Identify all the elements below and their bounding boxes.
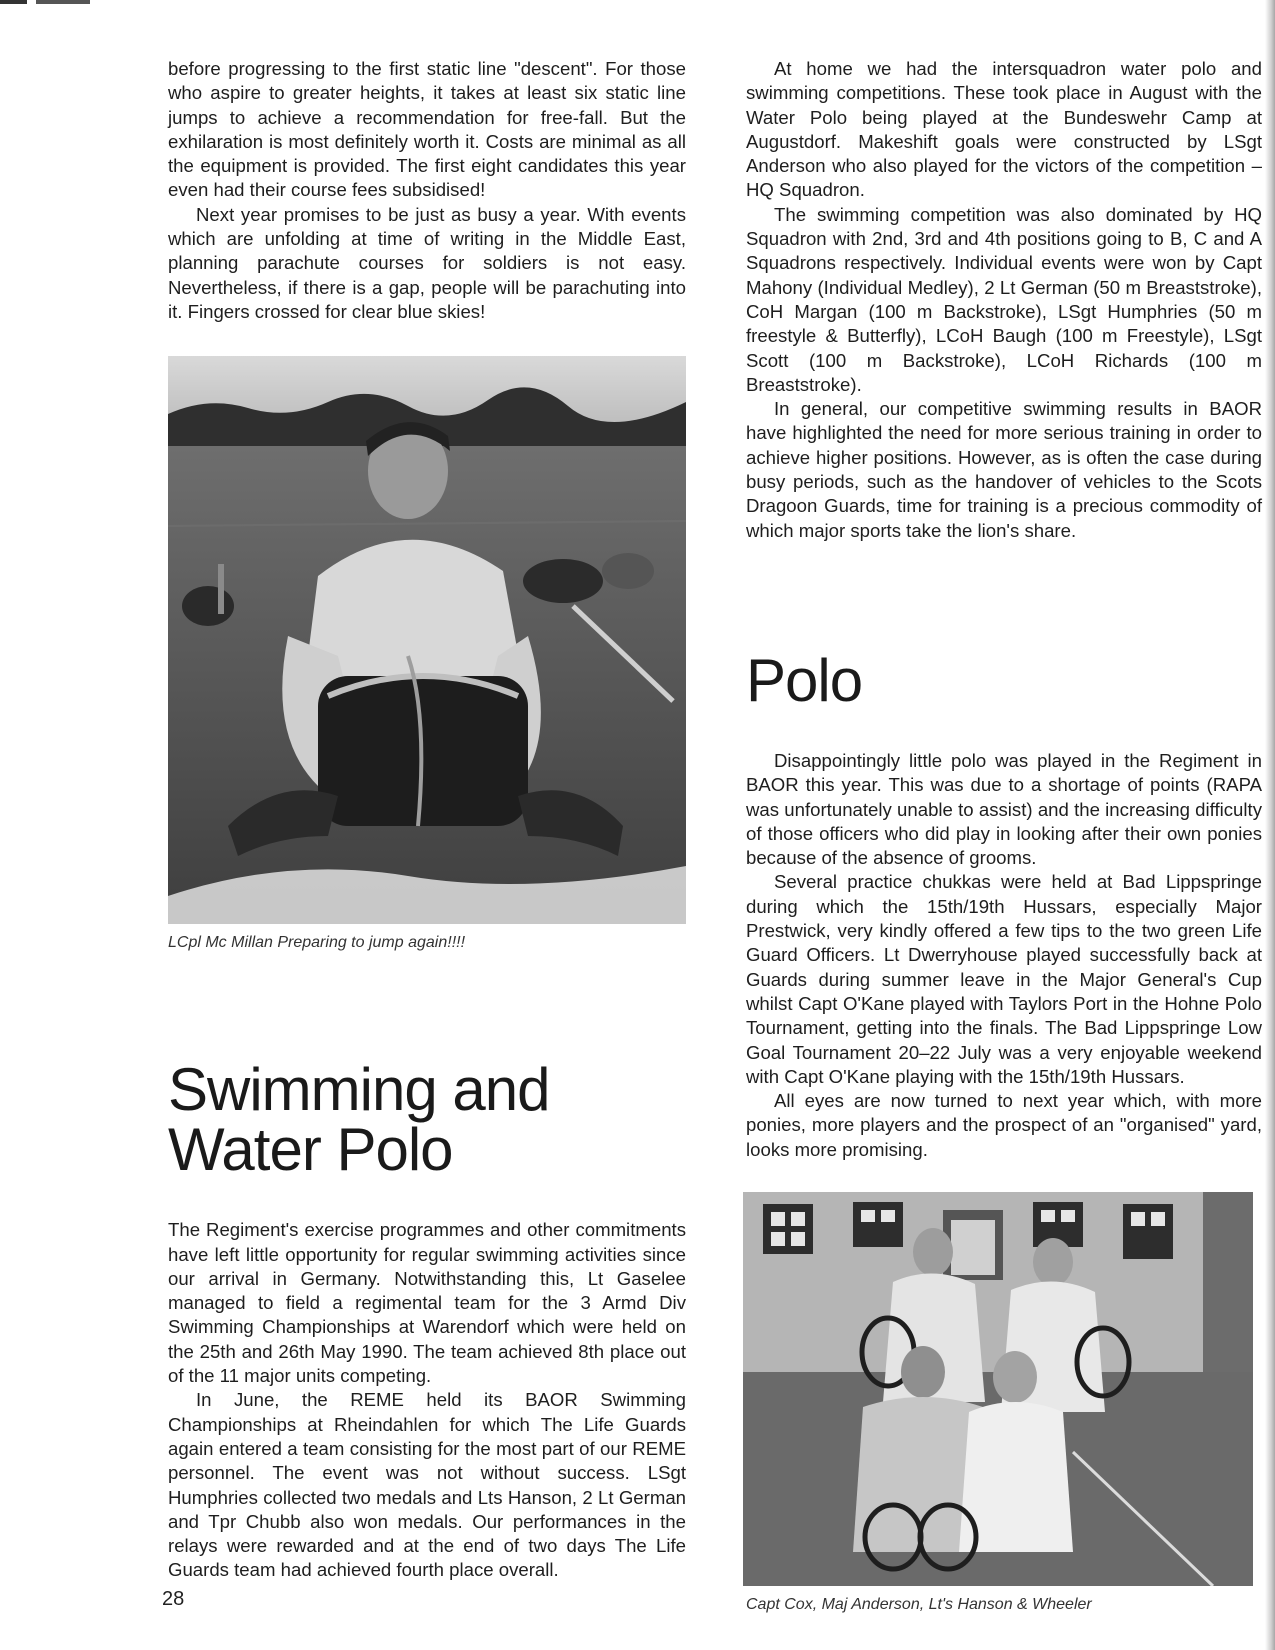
- swimming-heading-line-2: Water Polo: [168, 1116, 453, 1184]
- swimming-training-paragraph: In general, our competitive swimming results in BAOR have highlighted the need for more serious training in order to achieve higher positions. However, as is often the case during busy periods, such as the handover of vehicles to the Scots Dragoon Guards, time for training is a precious commodity of which major sports take the lion's share.: [746, 398, 1262, 541]
- parachutist-photo-caption: LCpl Mc Millan Preparing to jump again!!!!: [168, 934, 466, 952]
- polo-section-heading: Polo: [746, 646, 863, 714]
- right-column: [746, 57, 1262, 1614]
- left-column: [168, 57, 686, 1583]
- parachutist-photo-illustration: [168, 356, 686, 924]
- tennis-team-photo: [743, 1192, 1253, 1586]
- parachutist-photo: [168, 356, 686, 924]
- page-corner-mark: [0, 0, 90, 4]
- page-number: 28: [162, 1588, 185, 1610]
- parachute-paragraph-2: Next year promises to be just as busy a year. With events which are unfolding at time of writing in the Middle East, planning parachute courses for soldiers is not easy. Nevertheless, if there is a gap, people will be parachuting into it. Fingers crossed for clear blue skies!: [168, 203, 686, 322]
- swimming-paragraph-2: In June, the REME held its BAOR Swimming Championships at Rheindahlen for which The Life Guards again entered a team consisting for the most part of our REME personnel. The event was not without success. LSgt Humphries collected two medals and Lts Hanson, 2 Lt German and Tpr Chubb also won medals. Our performances in the relays were rewarded and at the end of two days The Life Guards team had achieved fourth place overall.: [168, 1389, 686, 1581]
- polo-paragraph-2: Several practice chukkas were held at Bad Lippspringe during which the 15th/19th Hussars, especially Major Prestwick, very kindly offered a few tips to the two green Life Guard Officers. Lt Dwerryhouse played successfully back at Guards during summer leave in the Major General's Cup whilst Capt O'Kane played with Taylors Port in the Hohne Polo Tournament, getting into the finals. The Bad Lippspringe Low Goal Tournament 20–22 July was a very enjoyable weekend with Capt O'Kane playing with the 15th/19th Hussars.: [746, 871, 1262, 1087]
- polo-paragraph-3: All eyes are now turned to next year which, with more ponies, more players and the prospect of an "organised" yard, looks more promising.: [746, 1090, 1262, 1160]
- tennis-team-photo-caption: Capt Cox, Maj Anderson, Lt's Hanson & Wheeler: [746, 1595, 1092, 1613]
- swimming-section-heading: [168, 1056, 686, 1184]
- intersquadron-paragraph: At home we had the intersquadron water polo and swimming competitions. These took place in August with the Water Polo being played at the Bundeswehr Camp at Augustdorf. Makeshift goals were constructed by LSgt Anderson who also played for the victors of the competition – HQ Squadron.: [746, 58, 1262, 201]
- polo-paragraph-1: Disappointingly little polo was played in the Regiment in BAOR this year. This was due to a shortage of points (RAPA was unfortunately unable to assist) and the increasing difficulty of those officers who did play in looking after their own ponies because of the absence of grooms.: [746, 749, 1262, 869]
- parachute-paragraph-1: before progressing to the first static line "descent". For those who aspire to greater heights, it takes at least six static line jumps to achieve a recommendation for free-fall. But the exhilaration is most definitely worth it. Costs are minimal as all the equipment is provided. The first eight candidates this year even had their course fees subsidised!: [168, 58, 686, 201]
- swimming-results-paragraph: The swimming competition was also dominated by HQ Squadron with 2nd, 3rd and 4th positions going to B, C and A Squadrons respectively. Individual events were won by Capt Mahony (Individual Medley), 2 Lt German (50 m Breaststroke), CoH Margan (100 m Backstroke), LSgt Humphries (50 m freestyle & Butterfly), LCoH Baugh (100 m Freestyle), LSgt Scott (100 m Backstroke), LCoH Richards (100 m Breaststroke).: [746, 203, 1262, 395]
- tennis-team-photo-illustration: [743, 1192, 1253, 1586]
- swimming-heading-line-1: Swimming and: [168, 1056, 550, 1124]
- swimming-paragraph-1: The Regiment's exercise programmes and other commitments have left little opportunity for regular swimming activities since our arrival in Germany. Notwithstanding this, Lt Gaselee managed to field a regimental team for the 3 Armd Div Swimming Championships at Warendorf which were held on the 25th and 26th May 1990. The team achieved 8th place out of the 11 major units competing.: [168, 1219, 686, 1387]
- page-gutter-shadow: [1265, 0, 1275, 1650]
